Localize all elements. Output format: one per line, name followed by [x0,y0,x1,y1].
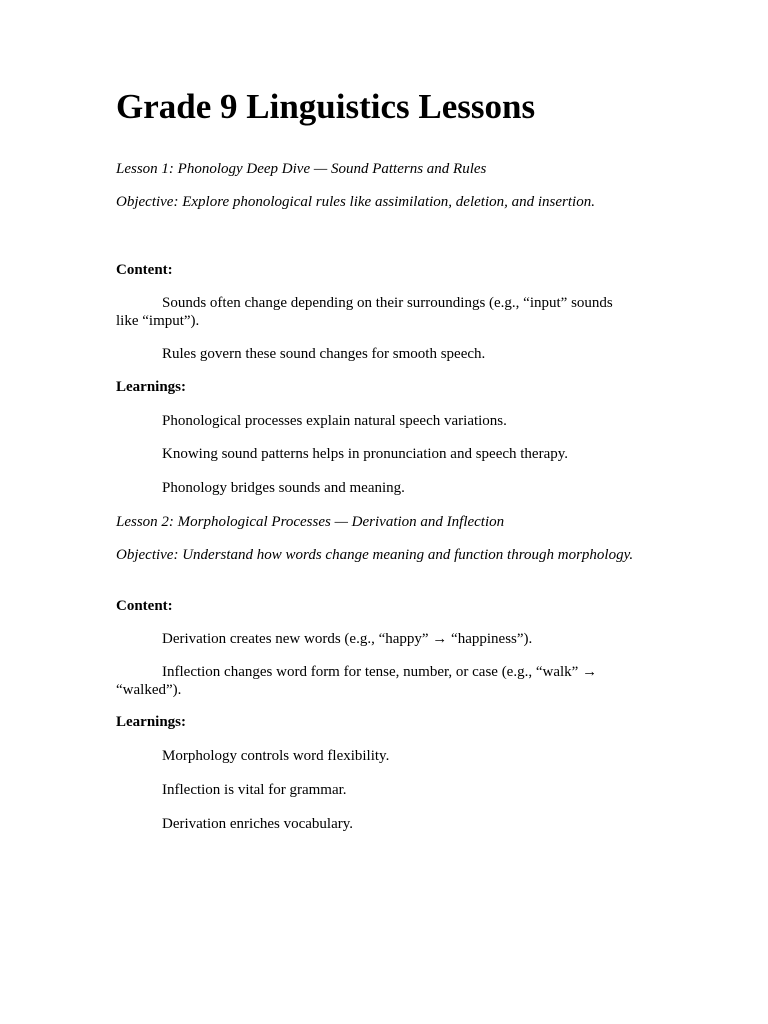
lesson-2-learning-2: Inflection is vital for grammar. [162,782,347,798]
lesson-2-heading: Lesson 2: Morphological Processes — Derivation and Inflection [116,514,505,530]
page-title: Grade 9 Linguistics Lessons [116,87,536,126]
lesson-1-objective: Objective: Explore phonological rules like assimilation, deletion, and insertion. [116,194,595,210]
lesson-2-objective: Objective: Understand how words change meaning and function through morphology. [116,547,634,563]
lesson-1-content-label: Content: [116,262,173,278]
lesson-1-content-item-1: Sounds often change depending on their surroundings (e.g., “input” sounds [162,295,613,311]
lesson-2-content-label: Content: [116,598,173,614]
lesson-2-learning-3: Derivation enriches vocabulary. [162,816,354,832]
lesson-2-content-item-1: Derivation creates new words (e.g., “happy” → “happiness”). [162,631,533,647]
lesson-2-content-item-2-continued: “walked”). [116,682,182,698]
lesson-1-learning-1: Phonological processes explain natural speech variations. [162,413,507,429]
lesson-1-heading: Lesson 1: Phonology Deep Dive — Sound Patterns and Rules [116,161,487,177]
lesson-1-learnings-label: Learnings: [116,379,187,395]
lesson-1-learning-3: Phonology bridges sounds and meaning. [162,480,405,496]
lesson-2-learnings-label: Learnings: [116,714,187,730]
lesson-1-content-item-2: Rules govern these sound changes for smooth speech. [162,346,486,362]
lesson-1-learning-2: Knowing sound patterns helps in pronunciation and speech therapy. [162,446,569,462]
lesson-2-content-item-2: Inflection changes word form for tense, number, or case (e.g., “walk” → [162,664,598,680]
lesson-2-learning-1: Morphology controls word flexibility. [162,748,390,764]
lesson-1-content-item-1-continued: like “imput”). [116,313,200,329]
